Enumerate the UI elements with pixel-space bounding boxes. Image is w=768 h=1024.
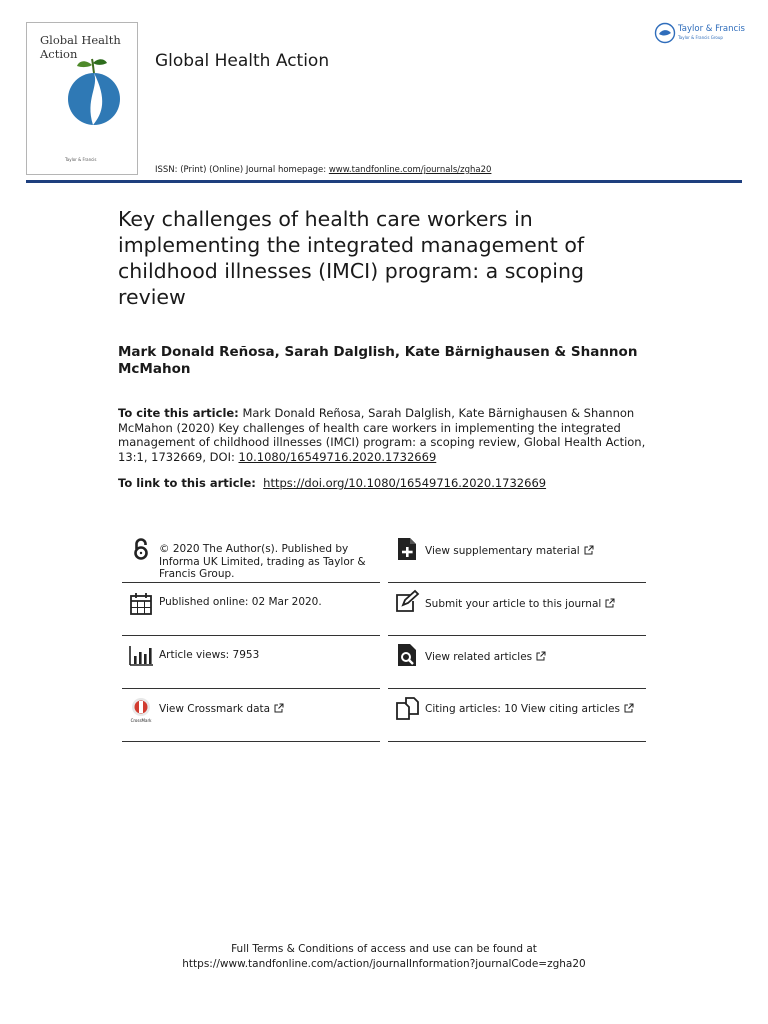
supplementary-link[interactable]	[425, 545, 650, 558]
publisher-logo-icon	[654, 22, 676, 44]
cover-title: Global Health Action	[40, 33, 121, 61]
journal-title: Global Health Action	[155, 51, 330, 71]
supplementary-cell[interactable]	[388, 530, 646, 583]
related-link-text: View related articles	[425, 651, 533, 663]
article-link-line	[118, 476, 546, 490]
issn-line	[155, 165, 491, 175]
cover-globe-sprout-image	[63, 57, 125, 127]
related-link[interactable]	[425, 651, 650, 664]
crossmark-icon	[128, 697, 154, 723]
terms-footer	[0, 942, 768, 972]
terms-url[interactable]: https://www.tandfonline.com/action/journalInformation?journalCode=zgha20	[182, 958, 586, 970]
cover-publisher-mark: Taylor & Francis	[65, 157, 97, 162]
journal-cover	[26, 22, 138, 175]
external-link-icon	[274, 703, 284, 713]
publisher-group-text: Taylor & Francis Group	[678, 35, 723, 40]
supplementary-link-text: View supplementary material	[425, 545, 580, 557]
license-text: © 2020 The Author(s). Published by Informa UK Limited, trading as Taylor & Francis Group.	[159, 543, 366, 580]
submit-cell[interactable]	[388, 583, 646, 636]
citing-cell[interactable]	[388, 689, 646, 742]
edit-icon	[394, 589, 420, 615]
terms-text: Full Terms & Conditions of access and use can be found at	[231, 943, 537, 955]
document-plus-icon	[394, 536, 420, 562]
open-access-icon	[128, 536, 154, 562]
calendar-icon	[128, 591, 154, 617]
crossmark-cell[interactable]	[122, 689, 380, 742]
submit-link-text: Submit your article to this journal	[425, 598, 602, 610]
article-doi-url[interactable]: https://doi.org/10.1080/16549716.2020.1732669	[263, 476, 547, 490]
copy-document-icon	[394, 695, 420, 721]
journal-homepage-link[interactable]: www.tandfonline.com/journals/zgha20	[328, 165, 492, 175]
bar-chart-icon	[128, 643, 154, 669]
citing-link-text: Citing articles: 10 View citing articles	[425, 703, 620, 715]
published-date: Published online: 02 Mar 2020.	[159, 596, 322, 608]
crossmark-link[interactable]	[159, 703, 384, 716]
citing-link[interactable]	[425, 703, 650, 716]
views-cell	[122, 636, 380, 689]
crossmark-icon-label: CrossMark	[130, 718, 152, 723]
crossmark-link-text: View Crossmark data	[159, 703, 271, 715]
header-divider	[26, 180, 742, 183]
issn-text: ISSN: (Print) (Online) Journal homepage:	[155, 165, 329, 175]
article-link-label: To link to this article:	[118, 476, 256, 490]
article-views: Article views: 7953	[159, 649, 260, 661]
publisher-logo-text: Taylor & Francis	[678, 24, 745, 34]
external-link-icon	[624, 703, 634, 713]
citation-text: Mark Donald Reñosa, Sarah Dalglish, Kate Bärnighausen & Shannon McMahon (2020) Key challenges of health care workers in implementing the integrated management of childhood illnesses (IMCI) program: a scoping review, Global Health Action, 13:1, 1732669, DOI:	[118, 406, 646, 464]
search-document-icon	[394, 642, 420, 668]
citation-block	[118, 406, 648, 464]
external-link-icon	[605, 598, 615, 608]
publisher-logo[interactable]	[654, 22, 754, 46]
license-cell	[122, 530, 380, 583]
external-link-icon	[536, 651, 546, 661]
external-link-icon	[584, 545, 594, 555]
published-cell	[122, 583, 380, 636]
doi-link[interactable]: 10.1080/16549716.2020.1732669	[238, 449, 437, 464]
citation-label: To cite this article:	[118, 406, 239, 420]
article-title: Key challenges of health care workers in implementing the integrated management of childhood illnesses (IMCI) program: a scoping review	[118, 207, 585, 309]
article-authors: Mark Donald Reñosa, Sarah Dalglish, Kate Bärnighausen & Shannon McMahon	[118, 344, 638, 377]
related-cell[interactable]	[388, 636, 646, 689]
submit-link[interactable]	[425, 598, 650, 611]
